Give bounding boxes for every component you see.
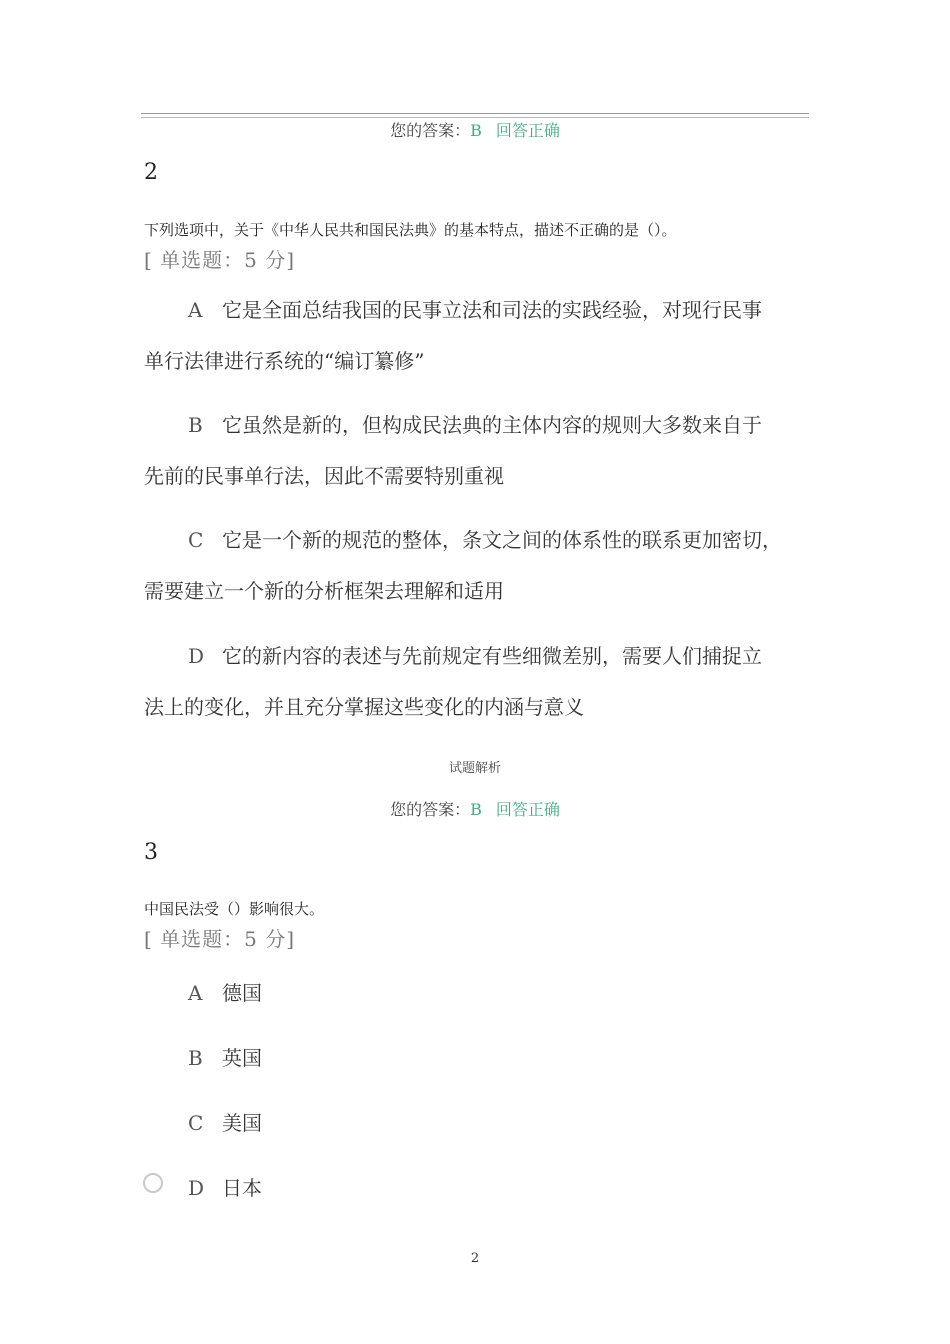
your-answer-label: 您的答案： [390, 121, 471, 140]
question-number: 3 [144, 840, 158, 865]
option-b[interactable] [188, 1042, 262, 1071]
option-text-line: 它是一个新的规范的整体，条文之间的体系性的联系更加密切， [222, 528, 782, 552]
question-type: [ 单选题：5 分] [144, 248, 296, 272]
option-letter: C [188, 528, 204, 552]
question-type: [ 单选题：5 分] [144, 927, 296, 951]
radio-button-d[interactable] [143, 1173, 163, 1193]
option-letter: D [188, 644, 205, 668]
option-c[interactable] [144, 515, 814, 617]
answer-result: 回答正确 [495, 121, 560, 140]
option-text-line: 单行法律进行系统的“编订纂修” [144, 349, 425, 373]
option-text-line: 它的新内容的表述与先前规定有些细微差别，需要人们捕捉立 [222, 644, 762, 668]
question-number: 2 [144, 160, 158, 185]
answer-result: 回答正确 [495, 800, 560, 819]
option-letter: B [188, 413, 203, 437]
option-text-line: 需要建立一个新的分析框架去理解和适用 [144, 579, 504, 603]
your-answer-line-1 [0, 118, 950, 141]
analysis-link[interactable]: 试题解析 [448, 761, 501, 776]
option-text-line: 法上的变化，并且充分掌握这些变化的内涵与意义 [144, 695, 584, 719]
option-d[interactable] [188, 1172, 262, 1201]
option-text: 英国 [222, 1046, 262, 1070]
option-text: 德国 [222, 981, 262, 1005]
option-letter: A [188, 298, 203, 322]
option-text-line: 先前的民事单行法，因此不需要特别重视 [144, 464, 504, 488]
your-answer-line-2 [0, 797, 950, 820]
page-number: 2 [470, 1251, 480, 1266]
option-text: 美国 [222, 1111, 262, 1135]
option-a[interactable] [188, 977, 262, 1006]
your-answer-label: 您的答案： [390, 800, 471, 819]
option-letter: B [188, 1046, 203, 1070]
option-letter: C [188, 1111, 204, 1135]
option-a[interactable] [144, 285, 814, 387]
your-answer-value: B [470, 800, 482, 819]
option-letter: D [188, 1176, 205, 1200]
your-answer-value: B [470, 121, 482, 140]
option-letter: A [188, 981, 203, 1005]
option-c[interactable] [188, 1107, 262, 1136]
option-text: 日本 [222, 1176, 262, 1200]
option-b[interactable] [144, 400, 814, 502]
question-text: 下列选项中，关于《中华人民共和国民法典》的基本特点，描述不正确的是（）。 [144, 221, 677, 239]
question-text: 中国民法受（）影响很大。 [144, 900, 325, 918]
option-text-line: 它是全面总结我国的民事立法和司法的实践经验，对现行民事 [222, 298, 762, 322]
option-text-line: 它虽然是新的，但构成民法典的主体内容的规则大多数来自于 [222, 413, 762, 437]
option-d[interactable] [144, 631, 814, 733]
